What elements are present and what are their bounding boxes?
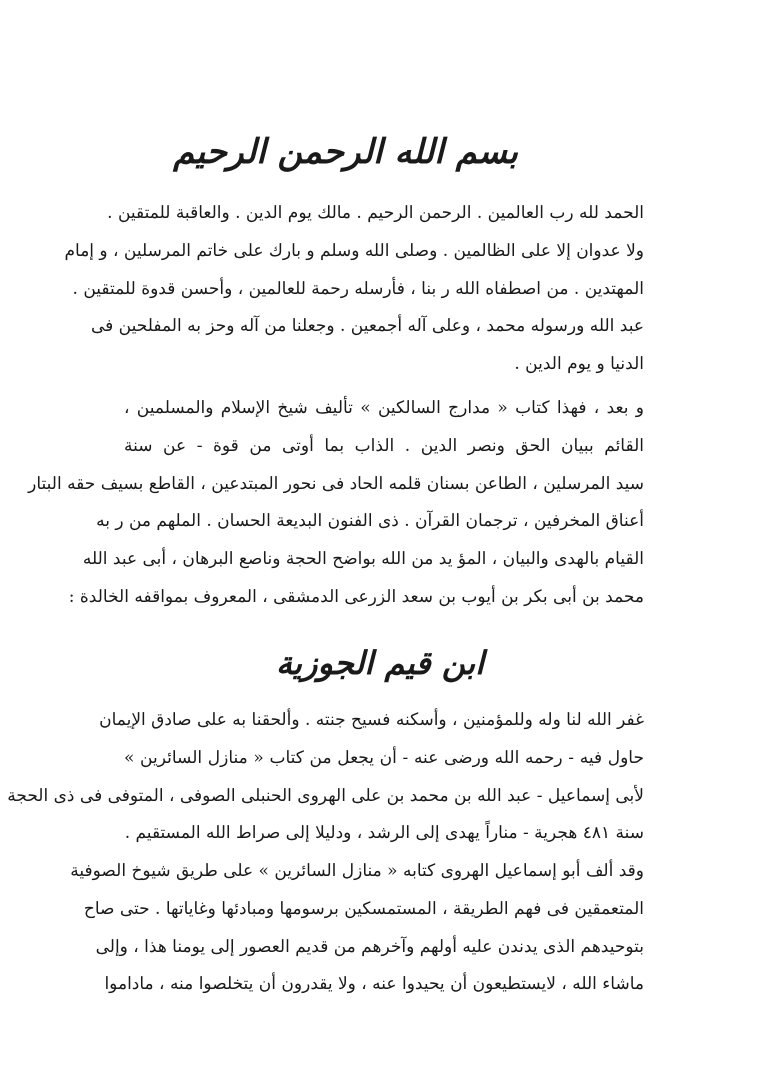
text-line: أعناق المخرفين ، ترجمان القرآن . ذى الفنون البديعة الحسان . الملهم من ر به [96, 511, 644, 532]
text-line: الحمد لله رب العالمين . الرحمن الرحيم . مالك يوم الدين . والعاقبة للمتقين . [107, 203, 644, 223]
text-line: المتعمقين فى فهم الطريقة ، المستمسكين برسومها ومبادئها وغاياتها . حتى صاح [83, 898, 644, 919]
text-line: الدنيا و يوم الدين . [514, 354, 644, 375]
text-line: عبد الله ورسوله محمد ، وعلى آله أجمعين . وجعلنا من آله وحز به المفلحين فى [90, 316, 644, 337]
paragraph-herawi-manazil [70, 853, 644, 1004]
text-line: لأبى إسماعيل - عبد الله بن محمد بن على الهروى الحنبلى الصوفى ، المتوفى فى ذى الحجة [7, 785, 644, 806]
basmala-heading: بسم الله الرحمن الرحيم [173, 132, 518, 172]
text-line: القيام بالهدى والبيان ، المؤ يد من الله بواضح الحجة وناصع البرهان ، أبى عبد الله [82, 549, 644, 570]
paragraph-author-purpose [7, 702, 644, 853]
text-line: محمد بن أبى بكر بن أيوب بن سعد الزرعى الدمشقى ، المعروف بمواقفه الخالدة : [68, 586, 644, 607]
text-line: بتوحيدهم الذى يدندن عليه أولهم وآخرهم من قديم العصور إلى يومنا هذا ، وإلى [95, 936, 644, 957]
paragraph-book-introduction [28, 390, 644, 617]
text-line: المهتدين . من اصطفاه الله ر بنا ، فأرسله رحمة للعالمين ، وأحسن قدوة للمتقين . [72, 278, 644, 299]
text-line: حاول فيه - رحمه الله ورضى عنه - أن يجعل من كتاب « منازل السائرين » [124, 747, 644, 768]
paragraph-opening-praise [64, 195, 644, 384]
text-line: غفر الله لنا وله وللمؤمنين ، وأسكنه فسيح جنته . وألحقنا به على صادق الإيمان [99, 710, 644, 730]
text-line: القائم ببيان الحق ونصر الدين . الذاب بما أوتى من قوة - عن سنة [124, 435, 644, 456]
text-line: وقد ألف أبو إسماعيل الهروى كتابه « منازل السائرين » على طريق شيوخ الصوفية [70, 861, 644, 881]
text-line: ولا عدوان إلا على الظالمين . وصلى الله وسلم و بارك على خاتم المرسلين ، و إمام [64, 240, 644, 261]
text-line: سنة ٤٨١ هجرية - مناراً يهدى إلى الرشد ، ودليلا إلى صراط الله المستقيم . [124, 823, 644, 844]
text-line: سيد المرسلين ، الطاعن بسنان قلمه الحاد فى نحور المبتدعين ، القاطع بسيف حقه البتار [28, 473, 644, 494]
author-name-heading: ابن قيم الجوزية [275, 644, 484, 682]
text-line: ماشاء الله ، لايستطيعون أن يحيدوا عنه ، ولا يقدرون أن يتخلصوا منه ، ماداموا [104, 974, 644, 995]
text-line: و بعد ، فهذا كتاب « مدارج السالكين » تأليف شيخ الإسلام والمسلمين ، [124, 398, 644, 418]
